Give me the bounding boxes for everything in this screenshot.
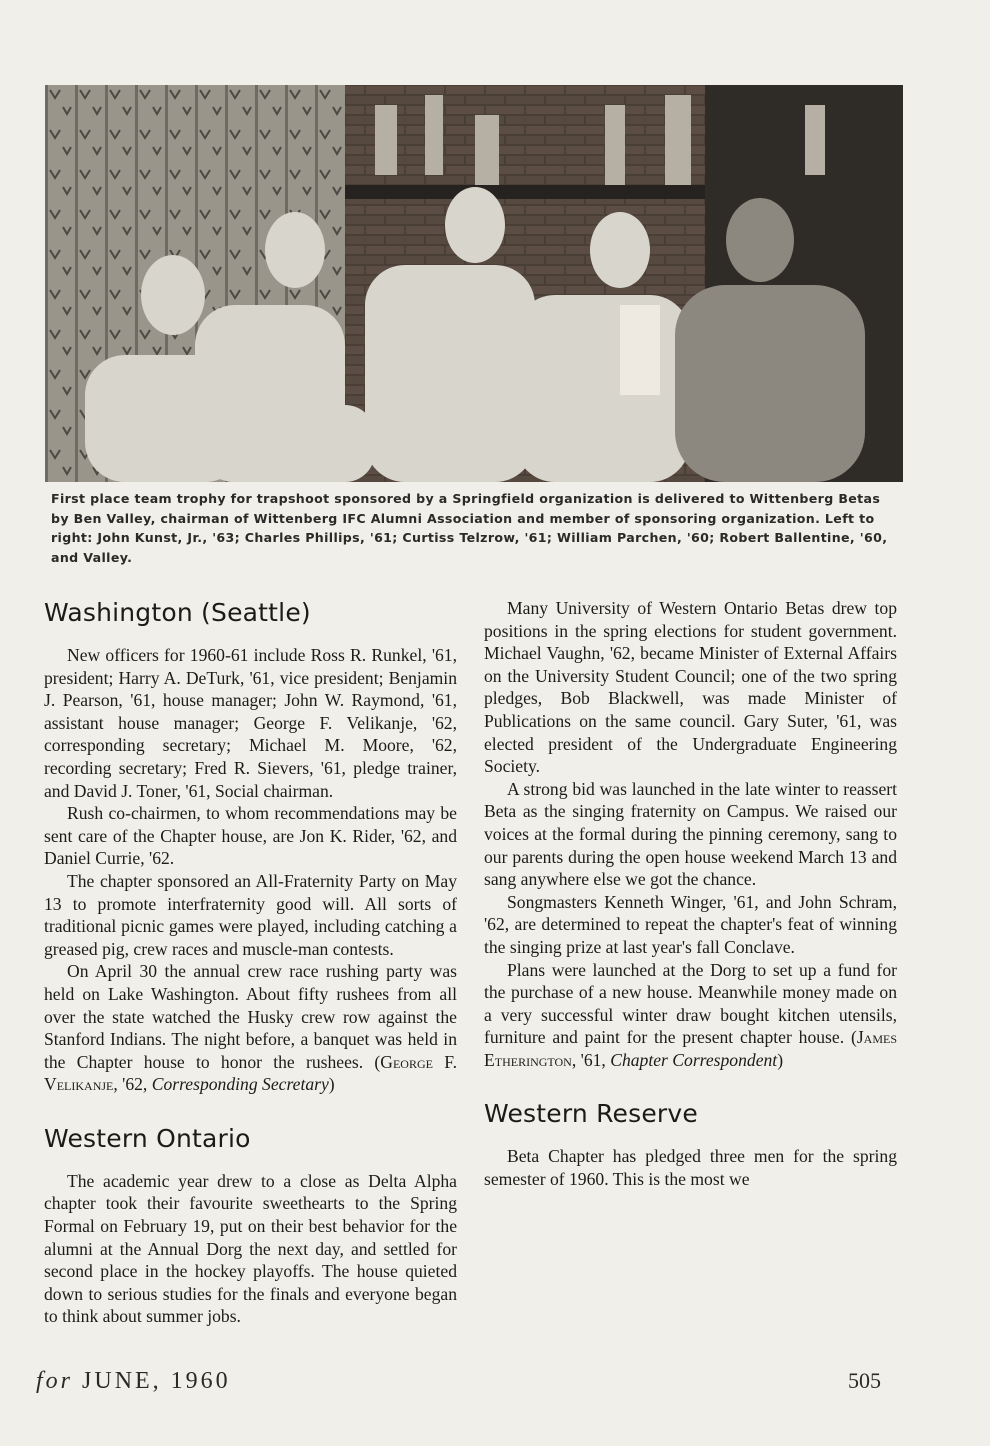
paragraph: Rush co-chairmen, to whom recommendations may be sent care of the Chapter house, are Jon K. Rider, '62, and Daniel Currie, '62. (44, 803, 457, 869)
author-name: James Etherington (484, 1027, 897, 1070)
paragraph: New officers for 1960-61 include Ross R. Runkel, '61, president; Harry A. DeTurk, '61, vice president; Benjamin J. Pearson, '61, house manager; John W. Raymond, '61, assistant house manager; George F. Velikanje, '62, corresponding secretary; Michael M. Moore, '62, recording secretary; Fred R. Sievers, '61, pledge trainer, and David J. Toner, '61, Social chairman. (44, 645, 457, 801)
paragraph: The academic year drew to a close as Delta Alpha chapter took their favourite sweethearts to the Spring Formal on February 19, put on their best behavior for the alumni at the Annual Dorg the next day, and settled for second place in the hockey playoffs. The house quieted down to serious studies for the finals and everyone began to think about summer jobs. (44, 1170, 457, 1327)
issue-date: for JUNE, 1960 (36, 1368, 231, 1394)
right-column (484, 597, 897, 1191)
left-column (44, 596, 457, 1328)
paragraph: Songmasters Kenneth Winger, '61, and John Schram, '62, are determined to repeat the chapter's feat of winning the singing prize at last year's fall Conclave. (484, 891, 897, 957)
page-number: 505 (848, 1368, 881, 1393)
section-heading-washington: Washington (Seattle) (44, 598, 311, 627)
author-title: Chapter Correspondent (610, 1049, 778, 1070)
paragraph: Plans were launched at the Dorg to set up a fund for the purchase of a new house. Meanwhile money made on a very successful winter draw bought kitchen utensils, furniture and paint for the present chapter house. (James Etherington, '61, Chapter Correspondent) (484, 959, 897, 1070)
trophy-photo (45, 85, 903, 482)
section-heading-western-reserve: Western Reserve (484, 1099, 698, 1129)
paragraph: A strong bid was launched in the late winter to reassert Beta as the singing fraternity on Campus. We raised our voices at the formal during the pinning ceremony, sang to our parents during the open house weekend March 13 and sang anywhere else we got the chance. (484, 778, 897, 890)
author-name: George F. Velikanje (44, 1051, 457, 1095)
paragraph: Many University of Western Ontario Betas drew top positions in the spring elections for student government. Michael Vaughn, '62, became Minister of External Affairs on the University Student Council; one of the two spring pledges, Bob Blackwell, was made Minister of Publications on the same council. Gary Suter, '61, was elected president of the Undergraduate Engineering Society. (484, 598, 897, 777)
author-title: Corresponding Secretary (151, 1074, 329, 1095)
section-heading-western-ontario: Western Ontario (44, 1123, 251, 1153)
paragraph: The chapter sponsored an All-Fraternity Party on May 13 to promote interfraternity good will. All sorts of traditional picnic games were played, including catching a greased pig, crew races and muscle-man contests. (44, 870, 457, 959)
photo-caption: First place team trophy for trapshoot sponsored by a Springfield organization is delivered to Wittenberg Betas by Ben Valley, chairman of Wittenberg IFC Alumni Association and member of sponsoring organization. Left to right: John Kunst, Jr., '63; Charles Phillips, '61; Curtiss Telzrow, '61; William Parchen, '60; Robert Ballentine, '60, and Valley. (51, 491, 888, 565)
paragraph: Beta Chapter has pledged three men for the spring semester of 1960. This is the most we (484, 1146, 897, 1190)
paragraph: On April 30 the annual crew race rushing party was held on Lake Washington. About fifty rushees from all over the state watched the Husky crew row against the Stanford Indians. The night before, a banquet was held in the Chapter house to honor the rushees. (George F. Velikanje, '62, Corresponding Secretary) (44, 961, 457, 1095)
